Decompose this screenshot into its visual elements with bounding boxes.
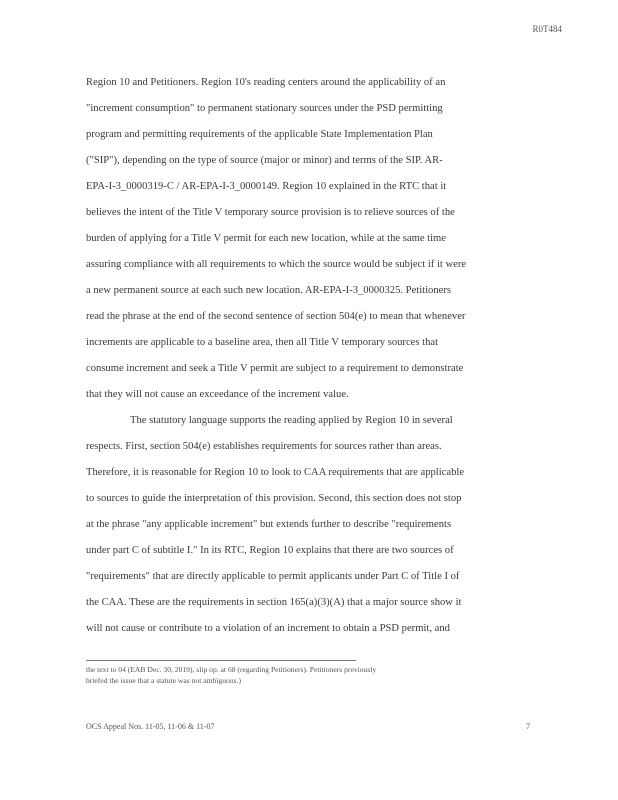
body-line: will not cause or contribute to a violation of an increment to obtain a PSD permit, and [86, 623, 450, 634]
body-line: under part C of subtitle I." In its RTC, Region 10 explains that there are two sources of [86, 545, 454, 556]
footnote-divider [86, 660, 356, 661]
body-line: respects. First, section 504(e) establishes requirements for sources rather than areas. [86, 441, 442, 452]
body-line: "requirements" that are directly applicable to permit applicants under Part C of Title I of [86, 571, 460, 582]
body-line: a new permanent source at each such new location. AR-EPA-I-3_0000325. Petitioners [86, 285, 451, 296]
body-line: "increment consumption" to permanent stationary sources under the PSD permitting [86, 103, 443, 114]
body-line: program and permitting requirements of the applicable State Implementation Plan [86, 129, 433, 140]
body-line: consume increment and seek a Title V permit are subject to a requirement to demonstrate [86, 363, 464, 374]
body-line: increments are applicable to a baseline area, then all Title V temporary sources that [86, 337, 439, 348]
document-id: R0T484 [532, 24, 562, 34]
body-line: to sources to guide the interpretation of this provision. Second, this section does not stop [86, 493, 462, 504]
footnote-line: the text to 04 (EAB Dec. 30, 2019), slip op. at 68 (regarding Petitioners). Petitioners previously [86, 665, 377, 674]
body-line: ("SIP"), depending on the type of source (major or minor) and terms of the SIP. AR- [86, 155, 443, 166]
body-line: the CAA. These are the requirements in section 165(a)(3)(A) that a major source show it [86, 597, 462, 608]
body-line: The statutory language supports the reading applied by Region 10 in several [130, 415, 453, 426]
page-number: 7 [526, 722, 530, 731]
body-line: Region 10 and Petitioners. Region 10's reading centers around the applicability of an [86, 77, 446, 88]
body-line: believes the intent of the Title V temporary source provision is to relieve sources of the [86, 207, 455, 218]
body-line: EPA-I-3_0000319-C / AR-EPA-I-3_0000149. Region 10 explained in the RTC that it [86, 181, 447, 192]
body-line: read the phrase at the end of the second sentence of section 504(e) to mean that whenever [86, 311, 466, 322]
body-line: Therefore, it is reasonable for Region 10 to look to CAA requirements that are applicable [86, 467, 465, 478]
body-line: burden of applying for a Title V permit for each new location, while at the same time [86, 233, 447, 244]
footnote-line: briefed the issue that a statute was not ambiguous.) [86, 676, 242, 685]
body-line: that they will not cause an exceedance of the increment value. [86, 389, 349, 400]
footer-case-number: OCS Appeal Nos. 11-05, 11-06 & 11-07 [86, 722, 215, 731]
body-line: at the phrase "any applicable increment" but extends further to describe "requirements [86, 519, 452, 530]
body-line: assuring compliance with all requirements to which the source would be subject if it were [86, 259, 467, 270]
